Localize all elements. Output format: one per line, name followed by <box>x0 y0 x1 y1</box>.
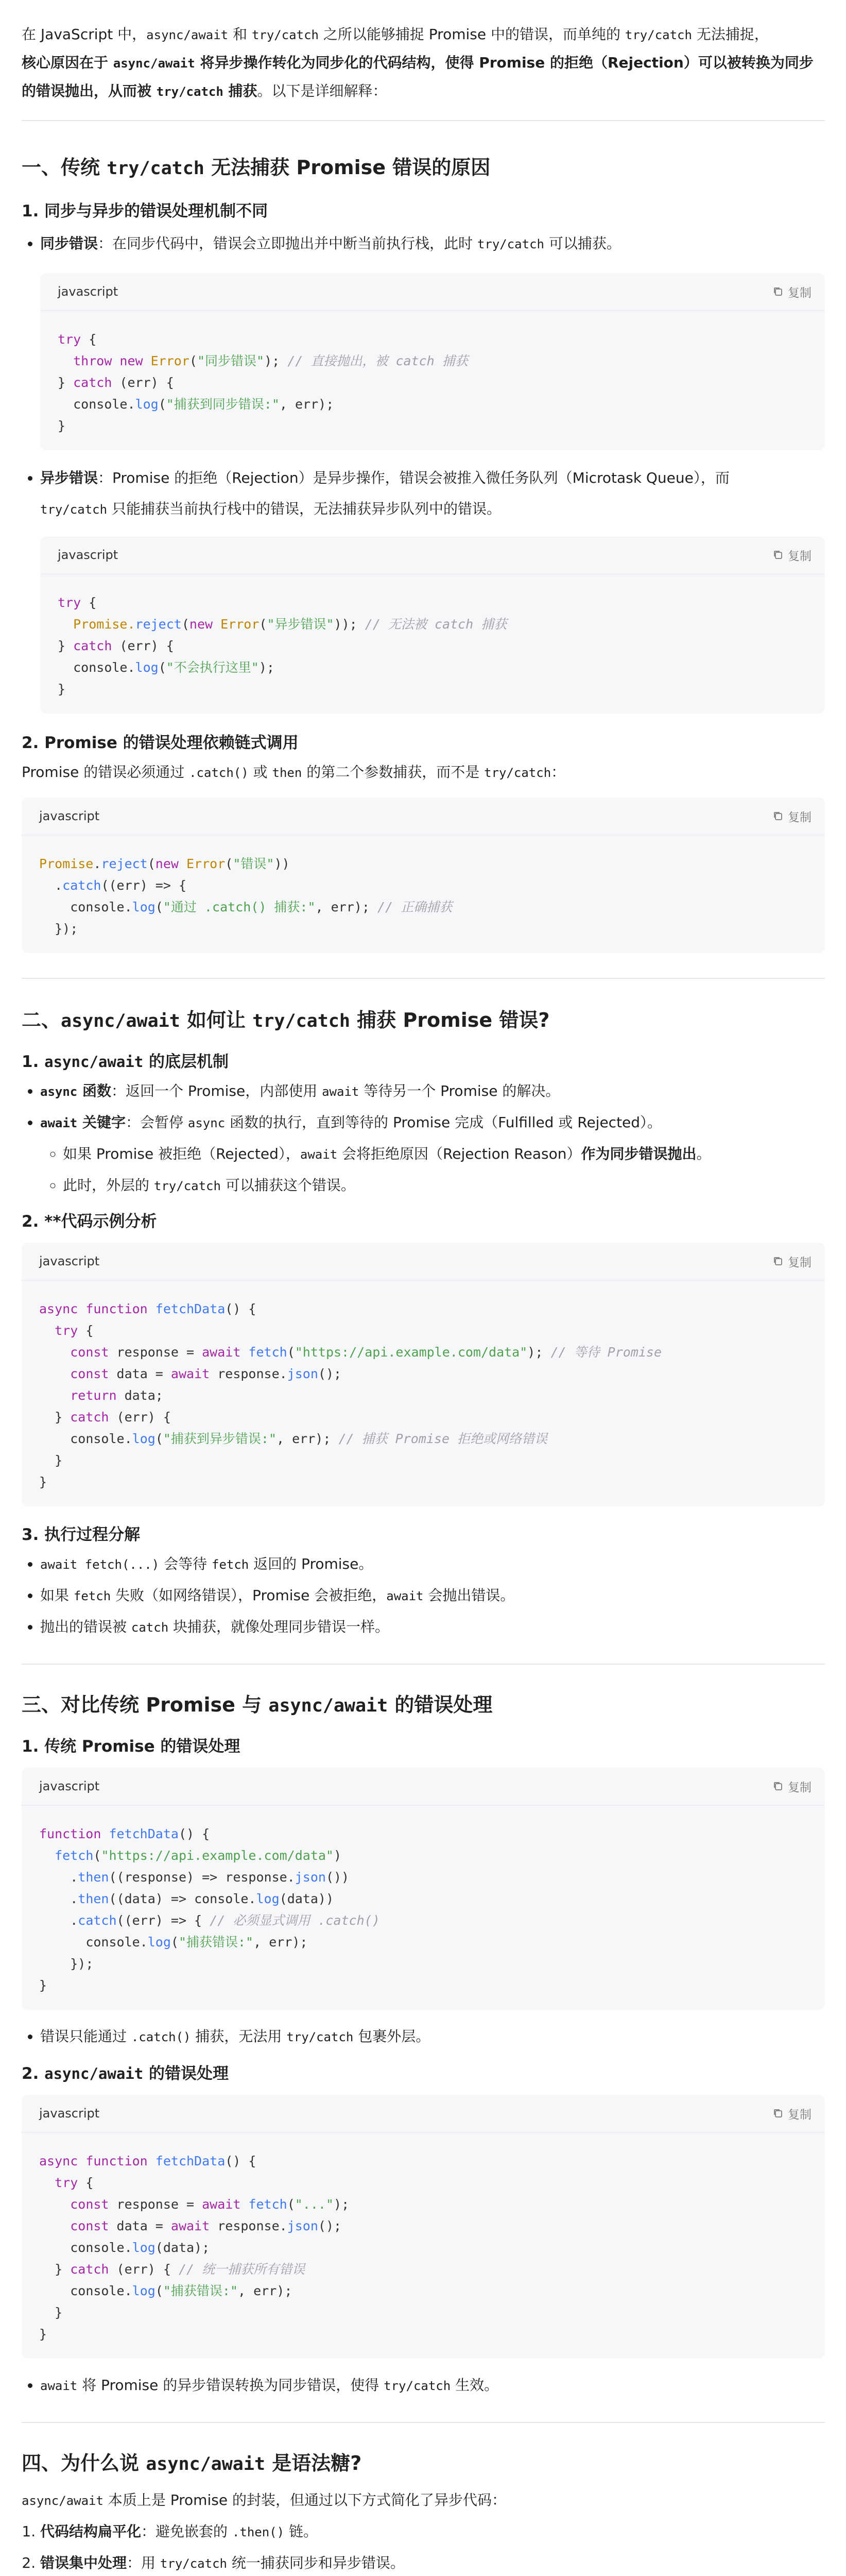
inline-code: async/await <box>22 2494 103 2508</box>
inline-code: try/catch <box>251 28 319 42</box>
code-content: function fetchData() { fetch("https://api.example.com/data") .then((response) => response.json()) .then((data) => console.log(data)) .catch((err) => { // 必须显式调用 .catch() console.log("捕获错误:", err); }); } <box>39 1826 380 1993</box>
text: 的错误处理 <box>388 1693 493 1716</box>
bold-text: 异步错误 <box>40 469 98 486</box>
list-item <box>40 1580 825 1612</box>
copy-button[interactable] <box>772 283 812 300</box>
copy-icon <box>772 2108 784 2119</box>
text: 捕获 <box>223 82 257 99</box>
code-block-header <box>22 798 825 836</box>
text: 无法捕获 Promise 错误的原因 <box>204 156 491 179</box>
text: 是语法糖? <box>265 2452 362 2475</box>
section-heading <box>22 2448 825 2480</box>
text: 将异步操作转化为同步化的代码结构，使得 Promise 的拒绝（Rejection）可以被转换为同步的错误抛出，从而被 <box>22 54 814 99</box>
list-item <box>40 2021 825 2053</box>
inline-code: try/catch <box>160 2556 227 2571</box>
text: 返回的 Promise。 <box>249 1555 373 1572</box>
text: 错误只能通过 <box>40 2028 131 2045</box>
code-block-header <box>22 2095 825 2133</box>
inline-code: try/catch <box>625 28 692 42</box>
text: 四、为什么说 <box>22 2452 146 2475</box>
section-heading <box>22 1689 825 1721</box>
text: 会等待 <box>159 1555 212 1572</box>
text: 的底层机制 <box>143 1053 229 1071</box>
code-language-label: javascript <box>39 1779 100 1793</box>
list-item <box>40 2370 825 2401</box>
subsection-heading: 1. 传统 Promise 的错误处理 <box>22 1737 240 1756</box>
copy-label: 复制 <box>788 1781 812 1794</box>
inline-code: .then() <box>232 2525 285 2539</box>
text: 如果 Promise 被拒绝（Rejected）， <box>63 1145 300 1162</box>
copy-icon <box>772 549 784 561</box>
copy-button[interactable] <box>772 1778 812 1795</box>
bold-text <box>22 54 814 99</box>
divider <box>22 120 825 121</box>
inline-code: try/catch <box>286 2030 354 2044</box>
subsection-heading <box>22 2060 825 2088</box>
section-heading <box>22 1005 825 1037</box>
list-item <box>40 1076 825 1107</box>
code-language-label: javascript <box>58 284 118 299</box>
copy-button[interactable] <box>772 1253 812 1270</box>
text: 捕获 Promise 错误? <box>350 1009 550 1031</box>
text: 。以下是详细解释： <box>257 82 387 99</box>
divider <box>22 1664 825 1665</box>
section-heading <box>22 152 825 184</box>
inline-code: async <box>187 1116 226 1130</box>
bold-text: 作为同步错误抛出 <box>581 1145 697 1162</box>
inline-code: try/catch <box>484 766 551 780</box>
code-language-label: javascript <box>39 1254 100 1268</box>
text: 1. <box>22 1053 45 1071</box>
text: 一、传统 <box>22 156 107 179</box>
copy-button[interactable] <box>772 547 812 564</box>
list-item <box>40 2548 825 2576</box>
code-block-header <box>22 1768 825 1806</box>
code-block-header <box>40 536 825 574</box>
inline-code: await <box>40 2379 78 2393</box>
code-block <box>22 1768 825 2010</box>
inline-code: fetch <box>73 1589 111 1603</box>
inline-code: await <box>300 1147 338 1162</box>
bold-text <box>40 1082 111 1099</box>
inline-code: try/catch <box>107 158 204 179</box>
copy-label: 复制 <box>788 1256 812 1269</box>
text: 等待另一个 Promise 的解决。 <box>359 1082 560 1099</box>
inline-code: try/catch <box>477 237 544 251</box>
text: 统一捕获同步和异步错误。 <box>227 2554 405 2571</box>
code-language-label: javascript <box>39 2106 100 2121</box>
copy-icon <box>772 1256 784 1267</box>
code-language-label: javascript <box>58 548 118 562</box>
code-block-header <box>22 1243 825 1281</box>
list-item <box>63 1139 825 1170</box>
inline-code: async/await <box>146 28 229 42</box>
divider <box>22 978 825 979</box>
text: 或 <box>248 764 272 781</box>
subsection-heading: 2. Promise 的错误处理依赖链式调用 <box>22 734 299 752</box>
code-block <box>22 1243 825 1506</box>
copy-icon <box>772 286 784 297</box>
inline-code: .catch() <box>189 766 249 780</box>
code-block <box>22 798 825 953</box>
code-block <box>40 273 825 450</box>
list-item <box>40 463 825 525</box>
text: 此时，外层的 <box>63 1177 154 1194</box>
inline-code: try/catch <box>153 1179 221 1193</box>
text: 可以捕获这个错误。 <box>220 1177 355 1194</box>
copy-icon <box>772 810 784 822</box>
inline-code: async/await <box>44 2065 144 2082</box>
bullet-list <box>22 1549 825 1643</box>
code-content: try { throw new Error("同步错误"); // 直接抛出，被 catch 捕获 } catch (err) { console.log("捕获到同步错误:", err); } <box>58 332 468 433</box>
list-item <box>63 1170 825 1201</box>
text: 的第二个参数捕获，而不是 <box>302 764 485 781</box>
copy-label: 复制 <box>788 810 812 824</box>
paragraph <box>22 757 825 788</box>
inline-code: async/await <box>61 1011 180 1031</box>
copy-icon <box>772 1781 784 1792</box>
text: 会将拒绝原因（Rejection Reason） <box>337 1145 581 1162</box>
code-language-label: javascript <box>39 809 100 823</box>
inline-code: try/catch <box>252 1011 350 1031</box>
inline-code: await <box>40 1116 78 1130</box>
text: 失败（如网络错误），Promise 会被拒绝， <box>111 1587 387 1604</box>
copy-label: 复制 <box>788 549 812 563</box>
text: 关键字 <box>77 1114 126 1131</box>
text: 生效。 <box>451 2377 499 2394</box>
list-item <box>40 1107 825 1201</box>
bold-text: 同步错误 <box>40 235 98 252</box>
inline-code: async/await <box>113 56 195 71</box>
list-item <box>40 1549 825 1580</box>
code-block <box>22 2095 825 2359</box>
text: 在 JavaScript 中， <box>22 26 147 43</box>
inline-code: .catch() <box>131 2030 191 2044</box>
text: 如果 <box>40 1587 74 1604</box>
code-content: async function fetchData() { try { const response = await fetch("https://api.example.com/data"); // 等待 Promise const data = await response.json(); return data; } catch (err) { console.log("捕获到异步错误:", err); // 捕获 Promise 拒绝或网络错误 } } <box>39 1301 662 1489</box>
inline-code: await <box>322 1084 359 1099</box>
text: ： <box>551 764 566 781</box>
intro-paragraph <box>22 21 825 106</box>
inline-code: then <box>272 766 302 780</box>
text: 和 <box>228 26 252 43</box>
text: 。 <box>696 1145 711 1162</box>
copy-label: 复制 <box>788 286 812 300</box>
text: 将 Promise 的异步错误转换为同步错误，使得 <box>77 2377 384 2394</box>
text: 捕获，无法用 <box>191 2028 287 2045</box>
bold-text: 代码结构扁平化 <box>40 2523 142 2540</box>
text: 之所以能够捕捉 Promise 中的错误，而单纯的 <box>318 26 625 43</box>
bullet-list <box>22 2021 825 2053</box>
text: ：在同步代码中，错误会立即抛出并中断当前执行栈，此时 <box>98 235 477 252</box>
text: 如何让 <box>180 1009 253 1031</box>
inline-code: async <box>40 1084 78 1099</box>
copy-button[interactable] <box>772 808 812 825</box>
inline-code: await fetch(...) <box>40 1557 160 1572</box>
bold-text: 错误集中处理 <box>40 2554 127 2571</box>
text: ：会暂停 <box>126 1114 188 1131</box>
bullet-list <box>22 2370 825 2401</box>
inline-code: try/catch <box>156 84 223 99</box>
code-content: Promise.reject(new Error("错误")) .catch((err) => { console.log("通过 .catch() 捕获:", err); // 正确捕获 }); <box>39 856 453 936</box>
subsection-heading: 3. 执行过程分解 <box>22 1526 141 1544</box>
paragraph <box>22 2485 825 2516</box>
inline-code: async/await <box>44 1053 144 1071</box>
text: 链。 <box>284 2523 318 2540</box>
divider <box>22 2422 825 2423</box>
article-content <box>22 21 825 2576</box>
copy-label: 复制 <box>788 2108 812 2122</box>
text: 2. <box>22 2064 45 2083</box>
text: 二、 <box>22 1009 61 1031</box>
text: ：Promise 的拒绝（Rejection）是异步操作，错误会被推入微任务队列（Microtask Queue），而 <box>98 469 730 486</box>
list-item <box>40 2516 825 2548</box>
inline-code: catch <box>131 1620 169 1635</box>
code-content: async function fetchData() { try { const response = await fetch("..."); const data = await response.json(); console.log(data); } catch (err) { // 统一捕获所有错误 console.log("捕获错误:", err); } } <box>39 2154 350 2342</box>
text: ：避免嵌套的 <box>141 2523 232 2540</box>
text: Promise 的错误必须通过 <box>22 764 189 781</box>
code-content: try { Promise.reject(new Error("异步错误")); // 无法被 catch 捕获 } catch (err) { console.log("不会执行这里"); } <box>58 595 507 697</box>
code-block-header <box>40 273 825 311</box>
inline-code: await <box>386 1589 424 1603</box>
bold-text <box>40 1114 126 1131</box>
text: 块捕获，就像处理同步错误一样。 <box>168 1618 390 1635</box>
subsection-heading <box>22 1048 825 1076</box>
text: 抛出的错误被 <box>40 1618 131 1635</box>
text: 的错误处理 <box>143 2064 229 2083</box>
text: 本质上是 Promise 的封装，但通过以下方式简化了异步代码： <box>103 2492 506 2509</box>
ordered-list <box>22 2516 825 2576</box>
inline-code: try/catch <box>384 2379 451 2393</box>
text: 可以捕获。 <box>544 235 621 252</box>
copy-button[interactable] <box>772 2105 812 2122</box>
text: 核心原因在于 <box>22 54 113 71</box>
text: 函数 <box>77 1082 111 1099</box>
subsection-heading: 1. 同步与异步的错误处理机制不同 <box>22 202 268 221</box>
text: 无法捕捉， <box>692 26 769 43</box>
list-item <box>40 1612 825 1643</box>
inline-code: async/await <box>268 1696 388 1716</box>
text: ：返回一个 Promise，内部使用 <box>111 1082 322 1099</box>
text: 函数的执行，直到等待的 Promise 完成（Fulfilled 或 Rejected）。 <box>225 1114 662 1131</box>
text: ：用 <box>127 2554 160 2571</box>
text: 只能捕获当前执行栈中的错误，无法捕获异步队列中的错误。 <box>107 500 501 517</box>
text: 包裹外层。 <box>353 2028 430 2045</box>
bullet-list <box>22 463 825 525</box>
inline-code: fetch <box>212 1557 249 1572</box>
text: 三、对比传统 Promise 与 <box>22 1693 269 1716</box>
list-item <box>40 228 825 260</box>
text: 会抛出错误。 <box>423 1587 515 1604</box>
sub-list <box>40 1139 825 1201</box>
inline-code: try/catch <box>40 502 108 517</box>
bullet-list <box>22 228 825 260</box>
subsection-heading: 2. **代码示例分析 <box>22 1212 157 1231</box>
code-block <box>40 536 825 714</box>
bullet-list <box>22 1076 825 1201</box>
inline-code: async/await <box>146 2454 266 2475</box>
